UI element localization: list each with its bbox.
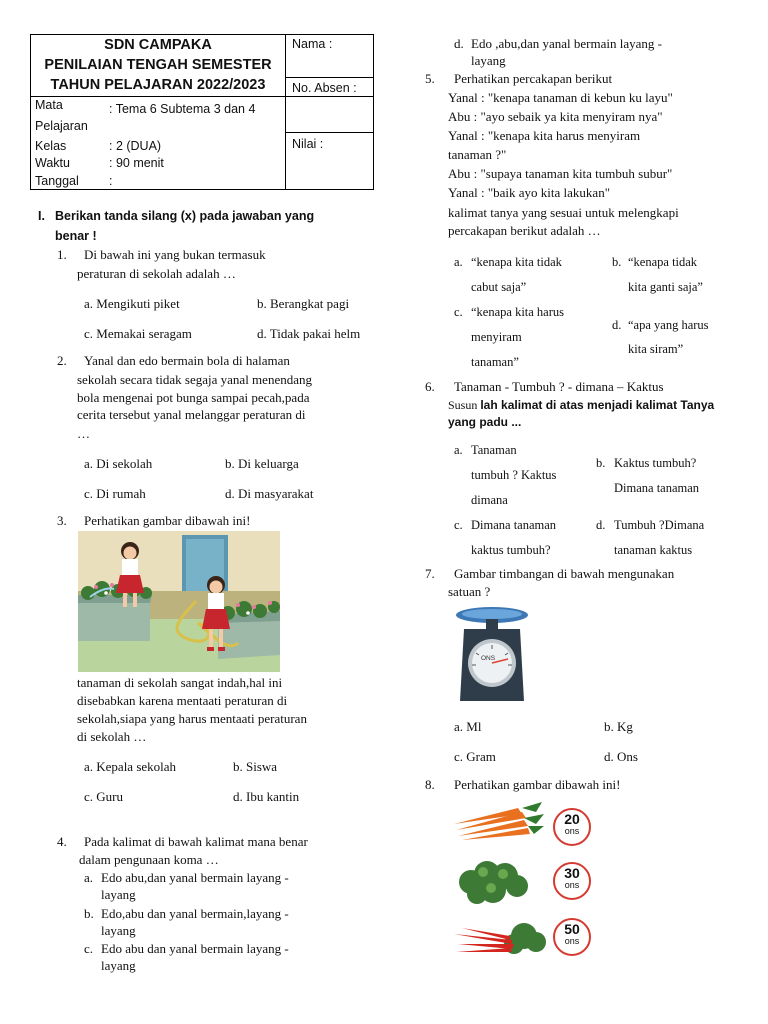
option-c[interactable]: Dimana tanaman: [471, 518, 557, 532]
option-b[interactable]: Edo,abu dan yanal bermain,layang -: [101, 906, 289, 921]
option-b[interactable]: Kaktus tumbuh?: [614, 456, 697, 470]
option-b-letter[interactable]: b.: [596, 456, 606, 470]
weight-unit: ons: [564, 936, 580, 946]
option-d-letter[interactable]: d.: [454, 36, 464, 51]
question-number: 2.: [57, 353, 67, 368]
option-d[interactable]: Tumbuh ?Dimana: [614, 518, 705, 532]
nama-field[interactable]: Nama :: [292, 37, 333, 51]
option-d[interactable]: d. Di masyarakat: [225, 486, 314, 501]
info-value: :: [109, 174, 113, 188]
option-c-cont[interactable]: menyiram: [471, 330, 522, 344]
divider: [286, 77, 374, 78]
dialogue-line: Abu : "ayo sebaik ya kita menyiram nya": [448, 109, 663, 124]
question-text: sekolah secara tidak segaja yanal menendang: [77, 372, 312, 387]
option-d[interactable]: d. Ibu kantin: [233, 789, 300, 804]
question-text: [448, 397, 714, 414]
scale-unit-label: ONS: [481, 655, 496, 662]
section-instruction: Berikan tanda silang (x) pada jawaban yang: [55, 209, 315, 223]
option-a[interactable]: a. Mengikuti piket: [84, 296, 180, 311]
option-c[interactable]: c. Gram: [454, 749, 496, 764]
question-text: …: [77, 426, 90, 441]
question-number: 3.: [57, 513, 67, 528]
option-c-cont[interactable]: tanaman”: [471, 355, 519, 369]
question-text: di sekolah …: [77, 729, 147, 744]
question-text: percakapan berikut adalah …: [448, 223, 601, 238]
option-c[interactable]: c. Guru: [84, 789, 123, 804]
question-number: 4.: [57, 834, 67, 849]
dialogue-line: Abu : "supaya tanaman kita tumbuh subur": [448, 166, 673, 181]
school-name: SDN CAMPAKA: [104, 37, 212, 53]
info-label: Kelas: [35, 139, 67, 153]
option-a[interactable]: a. Kepala sekolah: [84, 759, 177, 774]
weight-unit: ons: [564, 880, 580, 890]
option-c-letter[interactable]: c.: [454, 518, 463, 532]
question-text: Di bawah ini yang bukan termasuk: [84, 247, 266, 262]
chilies-illustration: [452, 914, 548, 962]
question-text: bola mengenai pot bunga sampai pecah,pada: [77, 390, 310, 405]
option-d[interactable]: “apa yang harus: [628, 318, 709, 332]
question-text: Tanaman - Tumbuh ? - dimana – Kaktus: [454, 379, 664, 394]
exam-title: PENILAIAN TENGAH SEMESTER: [44, 57, 272, 73]
question-text: yang padu ...: [448, 415, 522, 429]
weight-badge: [553, 918, 591, 956]
option-b[interactable]: “kenapa tidak: [628, 255, 698, 269]
nilai-field[interactable]: Nilai :: [292, 137, 324, 151]
question-number: 5.: [425, 71, 435, 86]
header-table: [30, 34, 374, 190]
option-d[interactable]: d. Ons: [604, 749, 638, 764]
option-a[interactable]: “kenapa kita tidak: [471, 255, 562, 269]
option-c[interactable]: “kenapa kita harus: [471, 305, 565, 319]
divider: [286, 132, 374, 133]
info-label: Waktu: [35, 156, 70, 170]
option-a-cont[interactable]: layang: [101, 887, 136, 902]
option-d-letter[interactable]: d.: [612, 318, 622, 332]
option-c-cont[interactable]: kaktus tumbuh?: [471, 543, 551, 557]
weight-value: 30: [564, 865, 580, 881]
info-label: Pelajaran: [35, 119, 88, 133]
option-a[interactable]: a. Di sekolah: [84, 456, 153, 471]
section-number: I.: [38, 209, 45, 223]
weight-value: 20: [564, 811, 580, 827]
option-b[interactable]: b. Siswa: [233, 759, 278, 774]
question-text: peraturan di sekolah adalah …: [77, 266, 236, 281]
question-text: tanaman di sekolah sangat indah,hal ini: [77, 675, 283, 690]
option-b-cont[interactable]: kita ganti saja”: [628, 280, 703, 294]
option-b-cont[interactable]: layang: [101, 923, 136, 938]
dialogue-line: Yanal : "kenapa tanaman di kebun ku layu": [448, 90, 673, 105]
option-b-letter[interactable]: b.: [612, 255, 622, 269]
weighing-scale-illustration: [454, 605, 530, 705]
question-text: Gambar timbangan di bawah mengunakan: [454, 566, 675, 581]
option-b[interactable]: b. Di keluarga: [225, 456, 299, 471]
option-d[interactable]: d. Tidak pakai helm: [257, 326, 361, 341]
instruction-start: Susun: [448, 398, 481, 412]
option-a-letter[interactable]: a.: [454, 255, 463, 269]
question-text: kalimat tanya yang sesuai untuk melengkapi: [448, 205, 679, 220]
question-text: Pada kalimat di bawah kalimat mana benar: [84, 834, 308, 849]
section-instruction-cont: benar !: [55, 229, 97, 243]
dialogue-line: Yanal : "baik ayo kita lakukan": [448, 185, 611, 200]
option-b[interactable]: b. Kg: [604, 719, 633, 734]
question-text: sekolah,siapa yang harus mentaati peraturan: [77, 711, 307, 726]
school-year: TAHUN PELAJARAN 2022/2023: [50, 77, 266, 93]
divider: [31, 96, 374, 97]
option-a-letter[interactable]: a.: [84, 870, 94, 885]
info-value: : 2 (DUA): [109, 139, 162, 153]
vegetables-illustration: [455, 852, 533, 908]
weight-badge: [553, 808, 591, 846]
question-number: 1.: [57, 247, 67, 262]
option-a[interactable]: Tanaman: [471, 443, 517, 457]
absen-field[interactable]: No. Absen :: [292, 81, 357, 95]
option-a-cont[interactable]: tumbuh ? Kaktus: [471, 468, 557, 482]
weight-unit: ons: [564, 826, 580, 836]
option-a[interactable]: a. Ml: [454, 719, 482, 734]
option-d-cont[interactable]: tanaman kaktus: [614, 543, 693, 557]
weight-value: 50: [564, 921, 580, 937]
question-number: 6.: [425, 379, 435, 394]
option-d-letter[interactable]: d.: [596, 518, 606, 532]
question-text: satuan ?: [448, 584, 491, 599]
info-label: Mata: [35, 98, 63, 112]
info-value: : Tema 6 Subtema 3 dan 4: [109, 102, 256, 116]
option-c-letter[interactable]: c.: [454, 305, 463, 319]
info-label: Tanggal: [35, 174, 79, 188]
question-text: Perhatikan percakapan berikut: [454, 71, 613, 86]
option-d-cont[interactable]: kita siram”: [628, 342, 684, 356]
question-text: disebabkan karena mentaati peraturan di: [77, 693, 288, 708]
option-c-letter[interactable]: c.: [84, 941, 94, 956]
question-text: Perhatikan gambar dibawah ini!: [84, 513, 251, 528]
carrots-illustration: [452, 800, 546, 842]
option-b-cont[interactable]: Dimana tanaman: [614, 481, 700, 495]
question-text: Yanal dan edo bermain bola di halaman: [84, 353, 290, 368]
dialogue-line: tanaman ?": [448, 147, 507, 162]
option-a-cont[interactable]: dimana: [471, 493, 508, 507]
weight-badge: [553, 862, 591, 900]
question-number: 7.: [425, 566, 435, 581]
question-text: Perhatikan gambar dibawah ini!: [454, 777, 621, 792]
option-c[interactable]: c. Memakai seragam: [84, 326, 192, 341]
option-b[interactable]: b. Berangkat pagi: [257, 296, 350, 311]
option-d-cont[interactable]: layang: [471, 53, 506, 68]
option-a-cont[interactable]: cabut saja”: [471, 280, 527, 294]
instruction-rest: lah kalimat di atas menjadi kalimat Tanya: [480, 398, 715, 412]
option-a-letter[interactable]: a.: [454, 443, 463, 457]
question-number: 8.: [425, 777, 435, 792]
option-b-letter[interactable]: b.: [84, 906, 94, 921]
option-c[interactable]: c. Di rumah: [84, 486, 146, 501]
question-text: dalam pengunaan koma …: [79, 852, 219, 867]
option-a[interactable]: Edo abu,dan yanal bermain layang -: [101, 870, 289, 885]
question-text: cerita tersebut yanal melanggar peraturan di: [77, 407, 306, 422]
option-c-cont[interactable]: layang: [101, 958, 136, 973]
info-value: : 90 menit: [109, 156, 164, 170]
students-watering-plants-illustration: [78, 531, 280, 672]
option-d[interactable]: Edo ,abu,dan yanal bermain layang -: [471, 36, 662, 51]
dialogue-line: Yanal : "kenapa kita harus menyiram: [448, 128, 641, 143]
divider: [285, 35, 286, 189]
option-c[interactable]: Edo abu dan yanal bermain layang -: [101, 941, 289, 956]
